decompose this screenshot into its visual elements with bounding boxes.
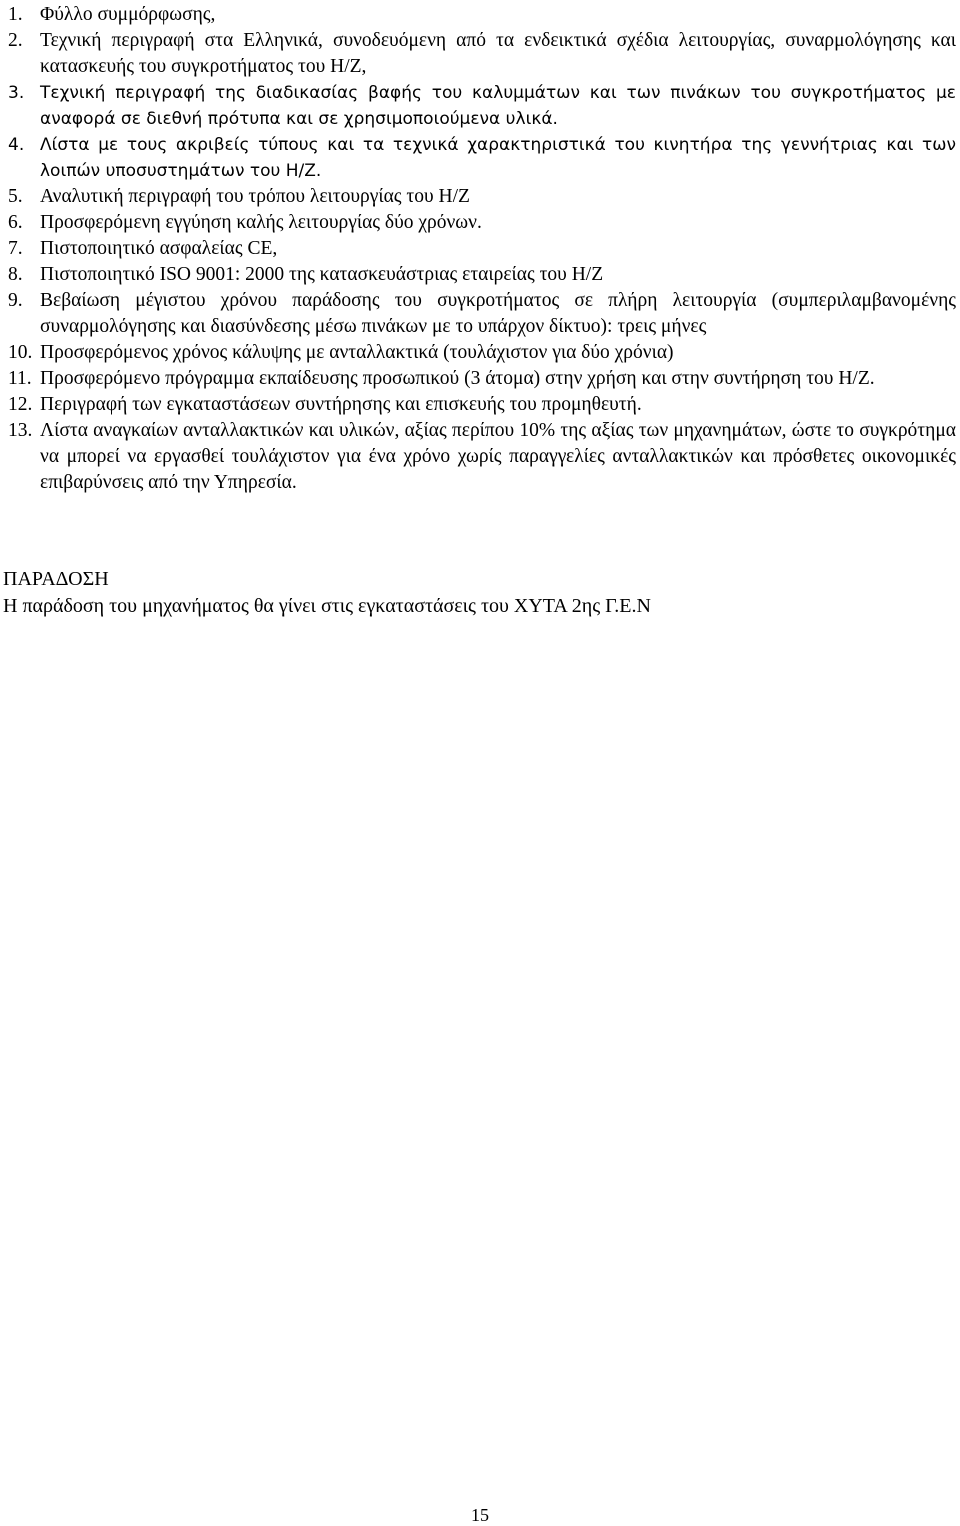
list-item-number: 4.	[8, 135, 25, 155]
list-item-number: 13.	[8, 420, 33, 441]
list-item	[8, 184, 956, 210]
list-item-text: Πιστοποιητικό ISO 9001: 2000 της κατασκευάστριας εταιρείας του Η/Ζ	[40, 264, 604, 285]
list-item-text: Τεχνική περιγραφή της διαδικασίας βαφής του καλυμμάτων και των πινάκων του συγκροτήματος με αναφορά σε διεθνή πρότυπα και σε χρησιμοποιούμενα υλικά.	[40, 83, 956, 129]
list-item-number: 8.	[8, 264, 23, 285]
list-item	[8, 418, 956, 496]
list-item	[8, 132, 956, 184]
list-item-text: Βεβαίωση μέγιστου χρόνου παράδοσης του συγκροτήματος σε πλήρη λειτουργία (συμπεριλαμβανομένης συναρμολόγησης και διασύνδεσης μέσω πινάκων με το υπάρχον δίκτυο): τρεις μήνες	[40, 290, 956, 337]
list-item	[8, 366, 956, 392]
page-number: 15	[471, 1505, 489, 1525]
list-item-text: Προσφερόμενος χρόνος κάλυψης με ανταλλακτικά (τουλάχιστον για δύο χρόνια)	[40, 342, 674, 363]
list-item-text: Τεχνική περιγραφή στα Ελληνικά, συνοδευόμενη από τα ενδεικτικά σχέδια λειτουργίας, συναρμολόγησης και κατασκευής του συγκροτήματος του Η/Ζ,	[40, 30, 956, 77]
list-item-text: Προσφερόμενη εγγύηση καλής λειτουργίας δύο χρόνων.	[40, 212, 482, 233]
list-item-text: Λίστα αναγκαίων ανταλλακτικών και υλικών, αξίας περίπου 10% της αξίας των μηχανημάτων, ώστε το συγκρότημα να μπορεί να εργασθεί τουλάχιστον για ένα χρόνο χωρίς παραγγελίες ανταλλακτικών και πρόσθετες οικονομικές επιβαρύνσεις από την Υπηρεσία.	[40, 420, 956, 493]
list-item-number: 1.	[8, 4, 23, 25]
list-item-text: Περιγραφή των εγκαταστάσεων συντήρησης και επισκευής του προμηθευτή.	[40, 394, 642, 415]
list-item-number: 9.	[8, 290, 23, 311]
list-item-number: 7.	[8, 238, 23, 259]
list-item-number: 2.	[8, 30, 23, 51]
list-item-number: 5.	[8, 186, 23, 207]
list-item	[8, 210, 956, 236]
list-item-text: Προσφερόμενο πρόγραμμα εκπαίδευσης προσωπικού (3 άτομα) στην χρήση και στην συντήρηση του Η/Ζ.	[40, 368, 875, 389]
list-item-text: Λίστα με τους ακριβείς τύπους και τα τεχνικά χαρακτηριστικά του κινητήρα της γεννήτριας και των λοιπών υποσυστημάτων του Η/Ζ.	[40, 135, 956, 181]
list-item-text: Φύλλο συμμόρφωσης,	[40, 4, 216, 25]
list-item-number: 10.	[8, 342, 33, 363]
list-item-number: 12.	[8, 394, 33, 415]
delivery-text: Η παράδοση του μηχανήματος θα γίνει στις εγκαταστάσεις του ΧΥΤΑ 2ης Γ.Ε.Ν	[3, 595, 651, 617]
list-item	[8, 288, 956, 340]
list-item	[8, 80, 956, 132]
list-item	[8, 28, 956, 80]
list-item-text: Πιστοποιητικό ασφαλείας CE,	[40, 238, 278, 259]
list-item	[8, 236, 956, 262]
delivery-section	[3, 566, 953, 620]
list-item	[8, 2, 956, 28]
list-item-number: 6.	[8, 212, 23, 233]
list-item	[8, 392, 956, 418]
list-item-number: 11.	[8, 368, 32, 389]
list-item	[8, 262, 956, 288]
list-item	[8, 340, 956, 366]
delivery-heading: ΠΑΡΑΔΟΣΗ	[3, 568, 109, 590]
list-item-text: Αναλυτική περιγραφή του τρόπου λειτουργίας του Η/Ζ	[40, 186, 470, 207]
requirements-list	[8, 2, 956, 496]
list-item-number: 3.	[8, 83, 25, 103]
